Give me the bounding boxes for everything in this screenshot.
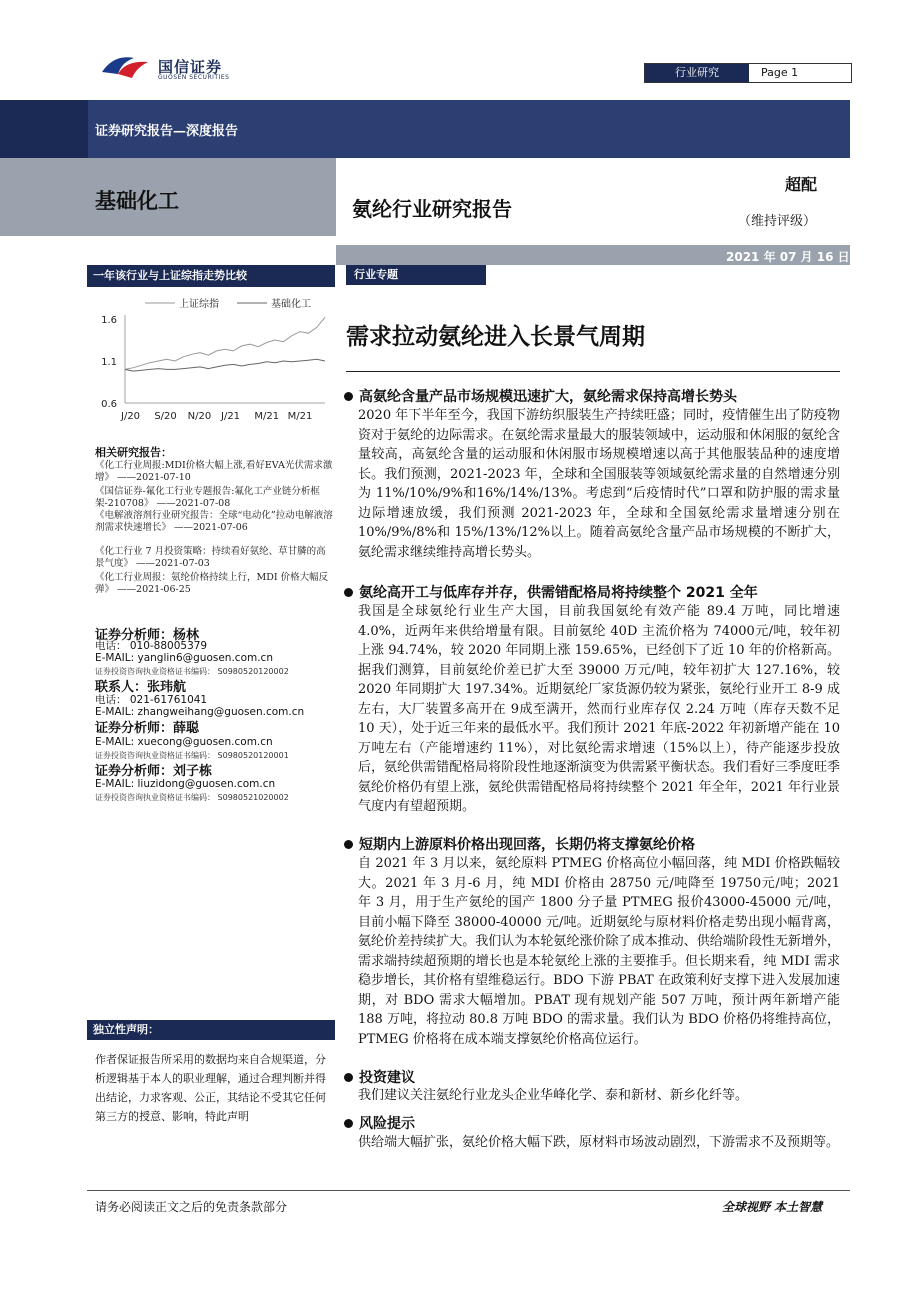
chart-heading: 一年该行业与上证综指走势比较 bbox=[87, 265, 335, 287]
contact-role: 联系人： bbox=[95, 680, 148, 695]
series-line bbox=[125, 359, 325, 371]
chart-svg bbox=[87, 287, 335, 429]
page-number: Page 1 bbox=[761, 66, 799, 79]
bullet-icon bbox=[344, 840, 353, 849]
section-4-body: 我们建议关注氨纶行业龙头企业华峰化学、泰和新材、新乡化纤等。 bbox=[358, 1088, 749, 1103]
bullet-icon bbox=[344, 588, 353, 597]
analyst-3-email[interactable]: E-MAIL: liuzidong@guosen.com.cn bbox=[95, 778, 276, 790]
related-report-5[interactable]: 《化工行业周报：氨纶价格持续上行，MDI 价格大幅反弹》 ——2021-06-25 bbox=[95, 572, 329, 595]
section-3-body: 自 2021 年 3 月以来，氨纶原料 PTMEG 价格高位小幅回落，纯 MDI 价格跌幅较大。2021 年 3 月-6 月，纯 MDI 价格由 28750 元/吨降至 19750元/吨；2021 年 3 月，用于生产氨纶的国产 1800 分子量 PTMEG 报价43000-45000 元/吨，目前小幅下降至 38000-40000 元/吨。近期氨纶与原材料价格走势出现小幅背离，氨纶价差持续扩大。我们认为本轮氨纶涨价除了成本推动、供给端阶段性无新增外，需求端持续超预期的增长也是本轮氨纶上涨的主要推手。但长期来看，纯 MDI 需求稳步增长，其价格有望维稳运行。BDO 下游 PBAT 在政策利好支撑下进入发展加速期，对 BDO 需求大幅增加。PBAT 现有规划产能 507 万吨，预计两年新增产能 188 万吨，将拉动 80.8 万吨 BDO 的需求量。我们认为 BDO 价格仍将维持高位，PTMEG 价格将在成本端支撑氨纶价格高位运行。 bbox=[358, 856, 840, 1047]
related-report-1[interactable]: 《化工行业周报:MDI价格大幅上涨,看好EVA光伏需求激增》 ——2021-07-10 bbox=[95, 460, 333, 483]
related-reports-title: 相关研究报告： bbox=[95, 446, 172, 459]
y-tick-label: 1.1 bbox=[101, 357, 117, 368]
related-report-4[interactable]: 《化工行业 7 月投资策略：持续看好氨纶、草甘膦的高景气度》 ——2021-07-03 bbox=[95, 546, 326, 569]
report-date: 2021 年 07 月 16 日 bbox=[726, 250, 850, 264]
analyst-1-email[interactable]: E-MAIL: yanglin6@guosen.com.cn bbox=[95, 652, 273, 664]
related-report-2[interactable]: 《国信证券-氟化工行业专题报告:氟化工产业链分析框架-210708》 ——2021-07-08 bbox=[95, 486, 320, 509]
x-tick-label: S/20 bbox=[154, 411, 177, 422]
section-1-body: 2020 年下半年至今，我国下游纺织服装生产持续旺盛；同时，疫情催生出了防疫物资对于氨纶的边际需求。在氨纶需求量最大的服装领域中，运动服和休闲服的氨纶含量较高，高氨纶含量的运动服和休闲服市场规模增速以高于其他服装品种的速度增长。我们预测，2021-2023 年，全球和全国服装等领域氨纶需求量的自然增速分别为 11%/10%/9%和16%/14%/13%。考虑到“后疫情时代”口罩和防护服的需求量边际增速放缓，我们预测 2021-2023 年，全球和全国氨纶需求量增速分别在10%/9%/8%和 15%/13%/12%以上。随着高氨纶含量产品市场规模的不断扩大，氨纶需求继续维持高增长势头。 bbox=[358, 408, 840, 560]
rating: 超配 bbox=[785, 175, 818, 194]
section-4-title: 投资建议 bbox=[344, 1067, 415, 1087]
declaration-body: 作者保证报告所采用的数据均来自合规渠道，分析逻辑基于本人的职业理解，通过合理判断并得出结论，力求客观、公正，其结论不受其它任何第三方的授意、影响，特此声明 bbox=[95, 1053, 326, 1123]
analyst-role: 证券分析师： bbox=[95, 721, 174, 736]
analyst-role: 证券分析师： bbox=[95, 764, 174, 779]
analyst-name: 杨林 bbox=[173, 628, 200, 643]
y-tick-label: 0.6 bbox=[101, 399, 117, 410]
rating-note: （维持评级） bbox=[738, 214, 817, 229]
analyst-2-email[interactable]: E-MAIL: xuecong@guosen.com.cn bbox=[95, 736, 273, 748]
analyst-name: 刘子栋 bbox=[173, 764, 213, 779]
sector-name: 基础化工 bbox=[95, 188, 179, 213]
section-5-title: 风险提示 bbox=[344, 1113, 415, 1133]
header-section-box bbox=[644, 63, 852, 83]
legend-label: 上证综指 bbox=[179, 299, 219, 310]
footer-slogan: 全球视野 本土智慧 bbox=[722, 1200, 823, 1214]
contact-phone: 电话： 021-61761041 bbox=[95, 694, 208, 706]
footer-disclaimer: 请务必阅读正文之后的免责条款部分 bbox=[95, 1200, 288, 1214]
section-3-title: 短期内上游原料价格出现回落，长期仍将支撑氨纶价格 bbox=[344, 834, 695, 854]
contact-name bbox=[95, 676, 186, 695]
y-tick-label: 1.6 bbox=[101, 315, 117, 326]
x-tick-label: N/20 bbox=[187, 411, 212, 422]
section-5-body: 供给端大幅扩张，氨纶价格大幅下跌，原材料市场波动剧烈，下游需求不及预期等。 bbox=[358, 1135, 840, 1150]
topic-tag: 行业专题 bbox=[346, 265, 486, 285]
contact-email[interactable]: E-MAIL: zhangweihang@guosen.com.cn bbox=[95, 706, 305, 718]
headline-rule bbox=[346, 371, 840, 372]
x-tick-label: M/21 bbox=[287, 411, 313, 422]
related-report-3[interactable]: 《电解液溶剂行业研究报告：全球“电动化”拉动电解液溶剂需求快速增长》 ——2021-07-06 bbox=[95, 510, 333, 533]
section-label: 行业研究 bbox=[645, 64, 749, 82]
analyst-2-name bbox=[95, 717, 199, 736]
analyst-1-phone: 电话： 010-88005379 bbox=[95, 640, 208, 652]
contact-person: 张玮航 bbox=[147, 680, 187, 695]
analyst-1-cert: 证券投资咨询执业资格证书编码： S0980520120002 bbox=[95, 667, 289, 676]
x-tick-label: J/20 bbox=[121, 411, 141, 422]
x-tick-label: M/21 bbox=[254, 411, 280, 422]
x-tick-label: J/21 bbox=[221, 411, 241, 422]
report-title: 氨纶行业研究报告 bbox=[352, 197, 512, 221]
report-type: 证券研究报告—深度报告 bbox=[95, 124, 239, 139]
declaration-heading: 独立性声明： bbox=[87, 1020, 335, 1040]
bullet-icon bbox=[344, 1119, 353, 1128]
bullet-icon bbox=[344, 1073, 353, 1082]
section-2-title: 氨纶高开工与低库存并存，供需错配格局将持续整个 2021 全年 bbox=[344, 582, 758, 602]
analyst-role: 证券分析师： bbox=[95, 628, 174, 643]
section-1-title: 高氨纶含量产品市场规模迅速扩大，氨纶需求保持高增长势头 bbox=[344, 386, 737, 406]
logo-text: 国信证券 bbox=[158, 58, 223, 76]
section-2-body: 我国是全球氨纶行业生产大国，目前我国氨纶有效产能 89.4 万吨，同比增速 4.0%，近两年来供给增量有限。目前氨纶 40D 主流价格为 74000元/吨，较年初上涨 94.74%，较 2020 年同期上涨 159.65%，已经创下了近 10 年的价格新高。据我们测算，目前氨纶价差已扩大至 39000 万元/吨，较年初扩大 127.16%，较 2020 年同期扩大 197.34%。近期氨纶厂家货源仍较为紧张，氨纶行业开工 8-9 成左右，大厂装置多高开在 9成至满开，然而行业库存仅 2.24 万吨（库存天数不足 10 天），处于近三年来的最低水平。我们预计 2021 年底-2022 年初新增产能在 10 万吨左右（产能增速约 11%），对比氨纶需求增速（15%以上），待产能逐步投放后，氨纶供需错配格局将阶段性地逐渐演变为供需紧平衡状态。我们看好三季度旺季氨纶价格仍有望上涨，氨纶供需错配格局将持续整个 2021 年全年，2021 年行业景气度内有望超预期。 bbox=[358, 604, 840, 814]
analyst-3-cert: 证券投资咨询执业资格证书编码： S0980521020002 bbox=[95, 793, 289, 802]
analyst-name: 薛聪 bbox=[173, 721, 200, 736]
analyst-2-cert: 证券投资咨询执业资格证书编码： S0980520120001 bbox=[95, 751, 289, 760]
bullet-icon bbox=[344, 392, 353, 401]
guosen-logo-icon bbox=[100, 52, 152, 82]
logo-subtext: GUOSEN SECURITIES bbox=[158, 74, 230, 81]
footer-rule bbox=[87, 1190, 850, 1191]
index-chart bbox=[87, 287, 335, 429]
legend-label: 基础化工 bbox=[271, 299, 311, 310]
headline: 需求拉动氨纶进入长景气周期 bbox=[346, 323, 645, 350]
analyst-3-name bbox=[95, 760, 212, 779]
